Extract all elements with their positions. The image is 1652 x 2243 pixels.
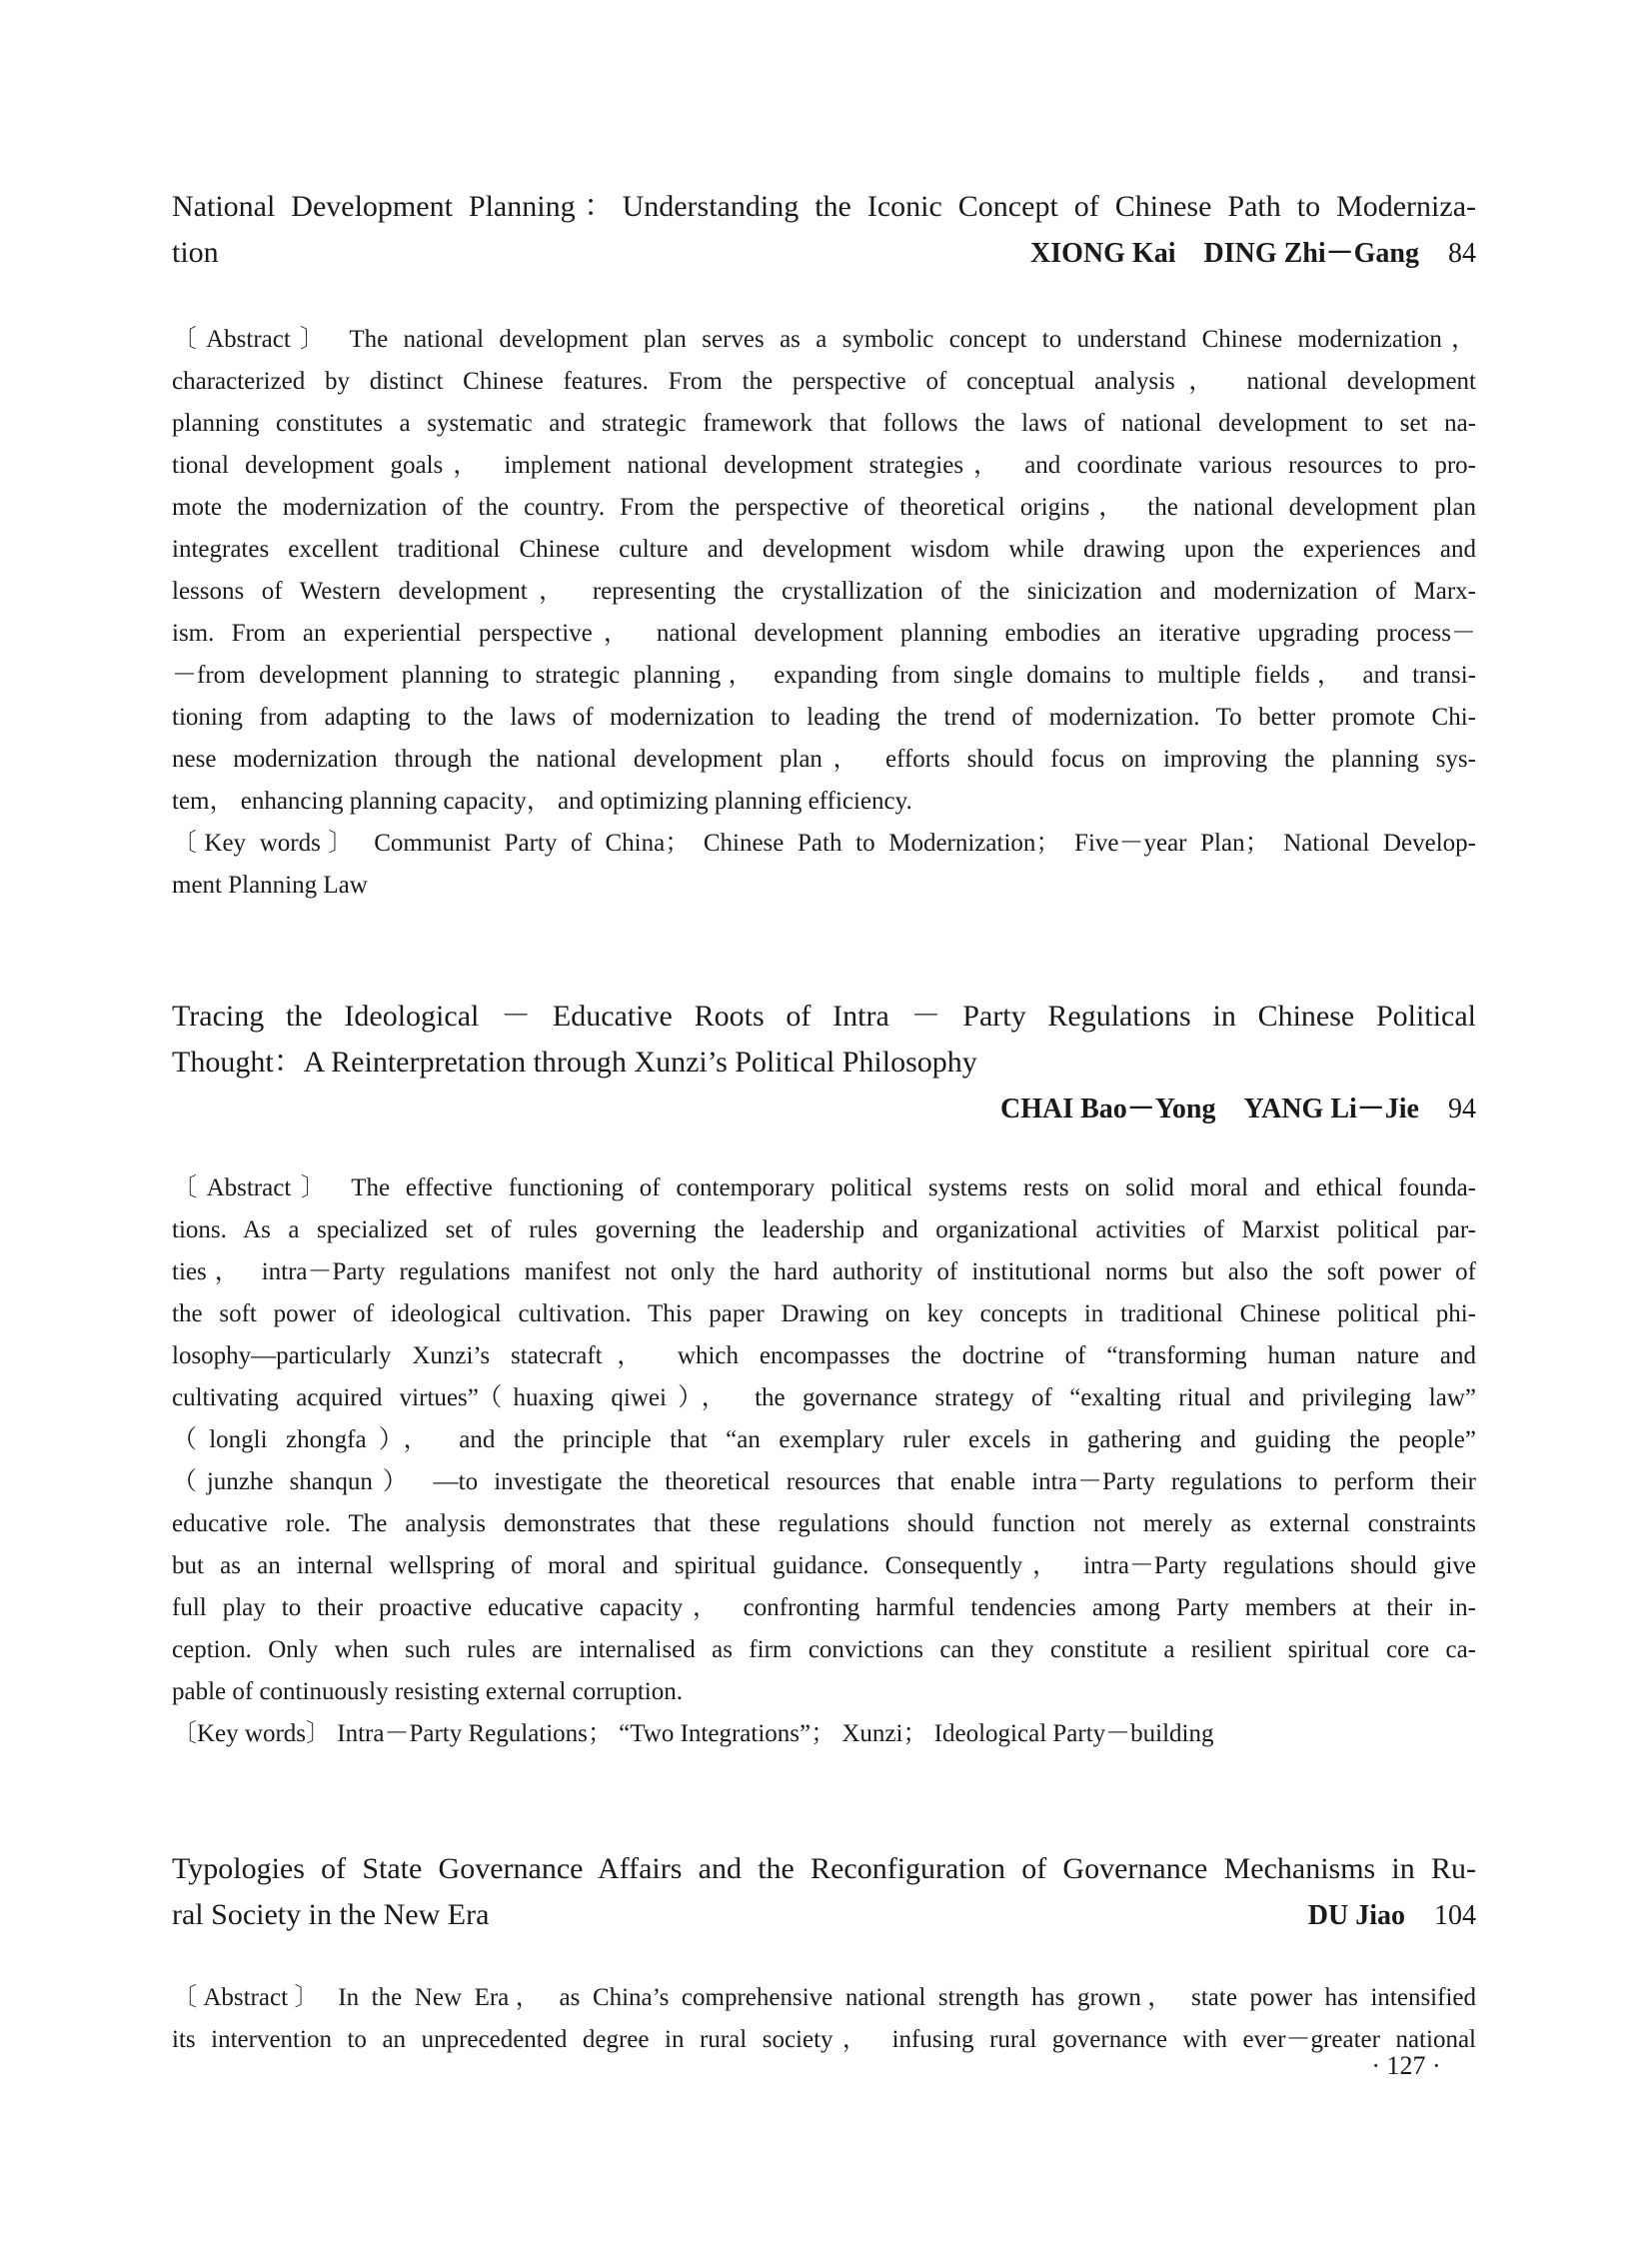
abstract-line: （longli zhongfa）， and the principle that “an exemplary ruler excels in gathering and guiding the people” bbox=[172, 1426, 1476, 1453]
page-folio: · 127 · bbox=[1371, 2051, 1441, 2080]
article-title-byline-row bbox=[172, 1892, 1476, 1938]
abstract-line: full play to their proactive educative capacity， confronting harmful tendencies among Party members at their in- bbox=[172, 1594, 1476, 1621]
abstract-line: integrates excellent traditional Chinese culture and development wisdom while drawing upon the experiences and bbox=[172, 536, 1476, 563]
article-3-title bbox=[172, 1846, 1476, 1938]
article-3-abstract bbox=[172, 1977, 1476, 2061]
article-title-line: ral Society in the New Era bbox=[172, 1898, 490, 1931]
abstract-line: educative role. The analysis demonstrates that these regulations should function not merely as external constraints bbox=[172, 1510, 1476, 1537]
abstract-line: tional development goals， implement national development strategies， and coordinate various resources to pro- bbox=[172, 452, 1476, 479]
article-title-line: Tracing the Ideological － Educative Roots of Intra － Party Regulations in Chinese Political bbox=[172, 1000, 1476, 1033]
abstract-line: ception. Only when such rules are internalised as firm convictions can they constitute a resilient spiritual core ca- bbox=[172, 1636, 1476, 1663]
abstract-line: tions. As a specialized set of rules governing the leadership and organizational activities of Marxist political par- bbox=[172, 1216, 1476, 1243]
article-2-title bbox=[172, 994, 1476, 1131]
keywords-line: ment Planning Law bbox=[172, 872, 368, 899]
abstract-line: tem， enhancing planning capacity， and optimizing planning efficiency. bbox=[172, 788, 912, 815]
article-title-line: Typologies of State Governance Affairs and the Reconfiguration of Governance Mechanisms in Ru- bbox=[172, 1852, 1476, 1885]
abstract-line: －from development planning to strategic planning， expanding from single domains to multiple fields， and transi- bbox=[172, 662, 1476, 689]
abstract-line: 〔Abstract〕 The national development plan serves as a symbolic concept to understand Chinese modernization， bbox=[172, 326, 1476, 353]
article-title-byline-row bbox=[172, 230, 1476, 276]
abstract-line: lessons of Western development， representing the crystallization of the sinicization and modernization of Marx- bbox=[172, 578, 1476, 605]
article-byline-row bbox=[172, 1086, 1476, 1131]
abstract-line: cultivating acquired virtues”（huaxing qiwei）， the governance strategy of “exalting ritual and privileging law” bbox=[172, 1384, 1476, 1411]
abstract-line: ties， intra－Party regulations manifest not only the hard authority of institutional norms but also the soft power of bbox=[172, 1258, 1476, 1285]
authors bbox=[1308, 1900, 1412, 1931]
abstract-line: but as an internal wellspring of moral and spiritual guidance. Consequently， intra－Party regulations should give bbox=[172, 1552, 1476, 1579]
article-page-number: 94 bbox=[1448, 1094, 1476, 1124]
author-name: CHAI Bao－Yong bbox=[999, 1094, 1216, 1124]
byline bbox=[1308, 1892, 1476, 1939]
abstract-line: its intervention to an unprecedented degree in rural society， infusing rural governance with ever－greater national bbox=[172, 2026, 1476, 2053]
abstract-line: planning constitutes a systematic and strategic framework that follows the laws of national development to set na- bbox=[172, 410, 1476, 437]
author-name: DING Zhi－Gang bbox=[1203, 238, 1419, 269]
article-title-line: National Development Planning：Understanding the Iconic Concept of Chinese Path to Moderniza- bbox=[172, 190, 1476, 223]
authors bbox=[1030, 238, 1426, 269]
byline bbox=[1000, 1086, 1476, 1132]
article-page-number: 84 bbox=[1448, 238, 1476, 269]
abstract-line: 〔Abstract〕 The effective functioning of contemporary political systems rests on solid moral and ethical founda- bbox=[172, 1174, 1476, 1201]
article-page-number: 104 bbox=[1434, 1900, 1476, 1931]
article-title-line: Thought：A Reinterpretation through Xunzi’s Political Philosophy bbox=[172, 1046, 977, 1079]
abstract-line: （junzhe shanqun） —to investigate the theoretical resources that enable intra－Party regulations to perform their bbox=[172, 1468, 1476, 1495]
byline bbox=[1030, 230, 1476, 277]
authors bbox=[1000, 1094, 1426, 1124]
keywords-line: 〔Key words〕 Intra－Party Regulations； “Two Integrations”； Xunzi； Ideological Party－building bbox=[172, 1720, 1214, 1747]
abstract-line: tioning from adapting to the laws of modernization to leading the trend of modernization. To better promote Chi- bbox=[172, 704, 1476, 731]
abstract-line: pable of continuously resisting external corruption. bbox=[172, 1678, 683, 1705]
article-1-abstract bbox=[172, 319, 1476, 907]
author-name: XIONG Kai bbox=[1030, 238, 1176, 269]
article-title-line: tion bbox=[172, 236, 219, 269]
abstract-line: 〔Abstract〕 In the New Era， as China’s comprehensive national strength has grown， state power has intensified bbox=[172, 1984, 1476, 2011]
abstract-line: the soft power of ideological cultivation. This paper Drawing on key concepts in traditional Chinese political phi- bbox=[172, 1300, 1476, 1327]
author-name: DU Jiao bbox=[1307, 1900, 1405, 1931]
keywords-line: 〔Key words〕 Communist Party of China； Chinese Path to Modernization； Five－year Plan； National Develop- bbox=[172, 830, 1476, 857]
abstract-line: losophy—particularly Xunzi’s statecraft， which encompasses the doctrine of “transforming human nature and bbox=[172, 1342, 1476, 1369]
abstract-line: characterized by distinct Chinese features. From the perspective of conceptual analysis， national development bbox=[172, 368, 1476, 395]
abstract-line: ism. From an experiential perspective， national development planning embodies an iterative upgrading process－ bbox=[172, 620, 1476, 647]
article-2-abstract bbox=[172, 1167, 1476, 1755]
author-name: YANG Li－Jie bbox=[1243, 1094, 1419, 1124]
abstract-line: mote the modernization of the country. From the perspective of theoretical origins， the national development plan bbox=[172, 494, 1476, 521]
article-1-title bbox=[172, 184, 1476, 276]
abstract-line: nese modernization through the national development plan， efforts should focus on improving the planning sys- bbox=[172, 746, 1476, 773]
